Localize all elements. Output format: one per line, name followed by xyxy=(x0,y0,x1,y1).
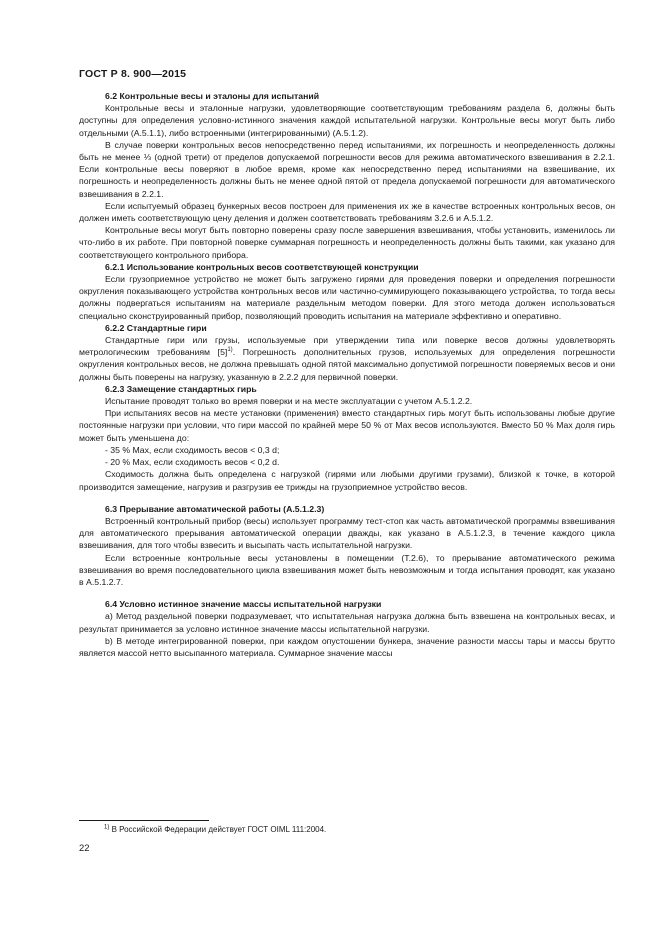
bullet-list xyxy=(79,444,615,468)
section-6-2-heading: 6.2 Контрольные весы и эталоны для испытаний xyxy=(105,91,320,101)
paragraph: Сходимость должна быть определена с нагрузкой (гирями или любыми другими грузами), близкой к точке, в которой производится замещение, нагрузив и разгрузив ее трижды на грузоприемное устройство весов. xyxy=(79,469,615,492)
list-item: - 35 % Max, если сходимость весов < 0,3 d; xyxy=(105,444,280,455)
text-run: . Погрешность дополнительных грузов, используемых для определения погрешности округления контрольных весов, не должна превышать одной пятой максимально допустимой погрешности поверяемых весов и они должны быть поверены на нагрузку, указанную в 2.2.2 для первичной поверки. xyxy=(79,347,615,382)
paragraph: Если испытуемый образец бункерных весов построен для применения их же в качестве встроенных контрольных весов, он должен иметь соответствующую цену деления и должен соответствовать требованиям 3.2.6 и А.5.1.2. xyxy=(79,200,615,224)
paragraph: В случае поверки контрольных весов непосредственно перед испытаниями, их погрешность и неопределенность должны быть не менее ⅓ (одной трети) от пределов допускаемой погрешности весов для режима автоматического взвешивания в 2.2.1. Если контрольные весы поверяют в любое время, кроме как непосредственно перед испытаниями на взвешивание, их погрешность и неопределенность должны быть не менее одной пятой от предела допускаемой погрешности для автоматического взвешивания в 2.2.1. xyxy=(79,139,615,199)
paragraph: Испытание проводят только во время поверки и на месте эксплуатации с учетом А.5.1.2.2. xyxy=(105,396,473,407)
document-body xyxy=(79,90,615,659)
page-number: 22 xyxy=(79,843,90,854)
footnote-mark: 1) xyxy=(104,824,110,831)
footnote-divider xyxy=(79,820,209,821)
footnote-text: В Российской Федерации действует ГОСТ OIML 111:2004. xyxy=(109,825,327,834)
footnote xyxy=(104,825,326,834)
paragraph xyxy=(79,334,615,383)
section-6-4-heading: 6.4 Условно истинное значение массы испытательной нагрузки xyxy=(105,599,382,610)
section-6-3-heading: 6.3 Прерывание автоматической работы (А.5.1.2.3) xyxy=(105,503,325,514)
text-run: Стандартные гири или грузы, используемые при утверждении типа или поверке весов должны удовлетворять метрологическим требованиям [5] xyxy=(79,335,615,358)
section-6-2-2-heading: 6.2.2 Стандартные гири xyxy=(105,322,207,333)
footnote-reference: 1) xyxy=(227,347,233,354)
paragraph: а) Метод раздельной поверки подразумевает, что испытательная нагрузка должна быть взвешена на контрольных весах, и результат принимается за условно истинное значение массы испытательной нагрузки. xyxy=(79,611,615,634)
paragraph: Если грузоприемное устройство не может быть загружено гирями для проведения поверки и определения погрешности округления показывающего устройства контрольных весов или частично-суммирующего показывающего устройства, то тогда весы должны подвергаться испытаниям на материале раздельным методом поверки. Для этого метода должен использоваться специально сконструированный прибор, позволяющий проводить испытания на материале эффективно и оперативно. xyxy=(79,274,615,321)
list-item: - 20 % Max, если сходимость весов < 0,2 d. xyxy=(105,457,280,468)
section-6-2-3-heading: 6.2.3 Замещение стандартных гирь xyxy=(105,383,257,394)
section-6-2-1-heading: 6.2.1 Использование контрольных весов соответствующей конструкции xyxy=(105,261,419,272)
paragraph: Контрольные весы могут быть повторно поверены сразу после завершения взвешивания, чтобы установить, изменилось ли что-либо в их работе. При повторной поверке суммарная погрешность и неопределенность должны быть такими, как указано для соответствующего контрольного прибора. xyxy=(79,225,615,260)
paragraph: Если встроенные контрольные весы установлены в помещении (Т.2.6), то прерывание автоматического режима взвешивания во время последовательного цикла взвешивания может быть невозможным и тогда испытания проводят, как указано в А.5.1.2.7. xyxy=(79,552,615,587)
paragraph: Встроенный контрольный прибор (весы) использует программу тест-стоп как часть автоматической программы взвешивания для автоматического прерывания автоматической операции дважды, как указано в А.5.1.2.3, в течение каждого цикла взвешивания, для того чтобы взвесить и высыпать часть испытательной нагрузки. xyxy=(79,515,615,551)
document-header: ГОСТ Р 8. 900—2015 xyxy=(79,68,187,80)
paragraph: Контрольные весы и эталонные нагрузки, удовлетворяющие соответствующим требованиям раздела 6, должны быть доступны для определения условно-истинного значения каждой испытательной нагрузки. Контрольные весы могут быть либо отдельными (А.5.1.1), либо встроенными (интегрированными) (А.5.1.2). xyxy=(79,103,615,138)
paragraph: При испытаниях весов на месте установки (применения) вместо стандартных гирь могут быть использованы любые другие постоянные нагрузки при условии, что гири массой по крайней мере 50 % от Max весов используются. Вместо 50 % Max доля гирь может быть уменьшена до: xyxy=(79,408,615,443)
paragraph: b) В методе интегрированной поверки, при каждом опустошении бункера, значение разности массы тары и массы брутто является массой нетто высыпанного материала. Суммарное значение массы xyxy=(79,635,615,658)
